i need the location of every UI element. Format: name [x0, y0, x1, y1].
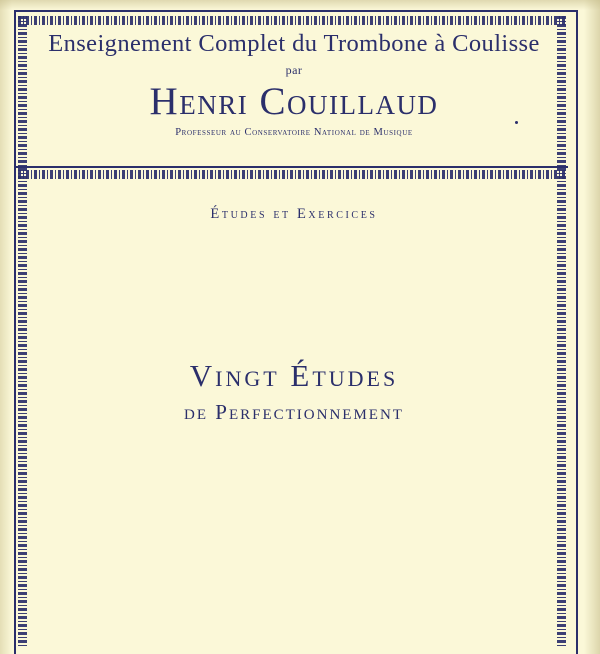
ornamental-band-middle [18, 170, 566, 179]
ornamental-band-top [18, 16, 566, 25]
work-title-block [30, 358, 558, 425]
section-kind-label: Études et Exercices [210, 206, 378, 222]
work-subtitle: de Perfectionnement [184, 400, 404, 424]
engraver-dot-mark [515, 121, 518, 124]
composer-credential: Professeur au Conservatoire National de Musique [175, 126, 413, 138]
page-title: Enseignement Complet du Trombone à Coulisse [48, 30, 540, 57]
header-divider-rule [16, 166, 568, 168]
byline-par: par [285, 63, 303, 77]
page-edge-shading-right [584, 0, 600, 654]
ornamental-band-left [18, 16, 27, 646]
page-edge-shading-left [0, 0, 12, 654]
work-title: Vingt Études [189, 358, 399, 393]
ornamental-band-right [557, 16, 566, 646]
header-block [30, 30, 558, 138]
composer-name: Henri Couillaud [149, 80, 439, 123]
page-edge-shading-top [0, 0, 600, 10]
